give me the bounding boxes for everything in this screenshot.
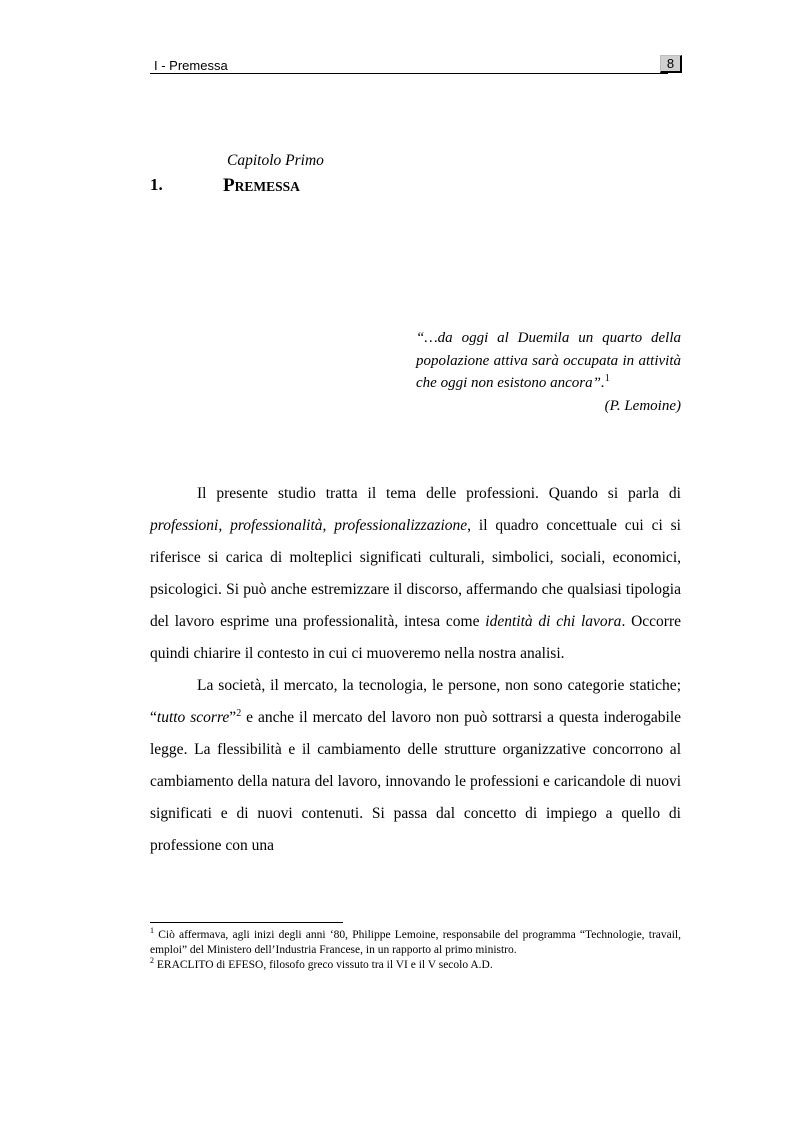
epigraph-author: (P. Lemoine) <box>604 397 681 414</box>
epigraph-quote-text: “…da oggi al Duemila un quarto della popolazione attiva sarà occupata in attività che oggi non esistono ancora”. <box>416 330 681 391</box>
epigraph-quote <box>416 327 681 395</box>
chapter-title-initial: P <box>223 175 235 196</box>
paragraph-text: , il quadro concettuale cui ci si riferisce si carica di molteplici significati culturali, simbolici, sociali, economici, psicologici. Si può anche estremizzare il discorso, affermando che qualsiasi tipologia del lavoro esprime una professionalità, intesa come <box>150 517 681 630</box>
footnote-text: ERACLITO di EFESO, filosofo greco vissuto tra il VI e il V secolo A.D. <box>154 959 493 971</box>
footnote <box>150 928 681 958</box>
paragraph-text: e anche il mercato del lavoro non può sottrarsi a questa inderogabile legge. La flessibilità e il cambiamento delle strutture organizzative concorrono al cambiamento della natura del lavoro, innovando le professioni e caricandole di nuovi significati e di nuovi contenuti. Si passa dal concetto di impiego a quello di professione con una <box>150 709 681 854</box>
paragraph-text: Il presente studio tratta il tema delle professioni. Quando si parla di <box>197 485 681 502</box>
emphasis-text: professioni, professionalità, professionalizzazione <box>150 517 468 534</box>
paragraph-text: . Occorre quindi chiarire il contesto in cui ci muoveremo nella nostra analisi. <box>150 613 681 662</box>
paragraph-text: ” <box>229 709 237 726</box>
paragraph-text: La società, il mercato, la tecnologia, le persone, non sono categorie statiche; “ <box>150 677 681 726</box>
footnote-rule <box>150 922 343 923</box>
emphasis-text: tutto scorre <box>156 709 230 726</box>
footnote <box>150 958 681 973</box>
footnote-ref-2[interactable]: 2 <box>236 707 242 719</box>
paragraph <box>150 670 681 862</box>
chapter-title <box>223 175 300 197</box>
running-header <box>150 55 682 75</box>
chapter-number: 1. <box>150 175 163 194</box>
footnotes <box>150 928 681 973</box>
footnote-text: Ciò affermava, agli inizi degli anni ‘80, Philippe Lemoine, responsabile del programma “Technologie, travail, emploi” del Ministero dell’Industria Francese, in un rapporto al primo ministro. <box>150 929 681 956</box>
footnote-marker: 2 <box>150 956 154 966</box>
body-text <box>150 478 681 862</box>
header-rule <box>150 73 668 74</box>
footnote-marker: 1 <box>150 926 154 936</box>
footnote-ref-1[interactable]: 1 <box>604 373 610 384</box>
paragraph <box>150 478 681 670</box>
emphasis-text: identità di chi lavora <box>485 613 622 630</box>
page-number: 8 <box>666 56 675 71</box>
page-number-box <box>660 55 682 73</box>
chapter-title-rest: REMESSA <box>234 179 300 194</box>
epigraph <box>416 327 681 417</box>
chapter-label: Capitolo Primo <box>227 152 324 169</box>
header-title: I - Premessa <box>154 58 228 73</box>
